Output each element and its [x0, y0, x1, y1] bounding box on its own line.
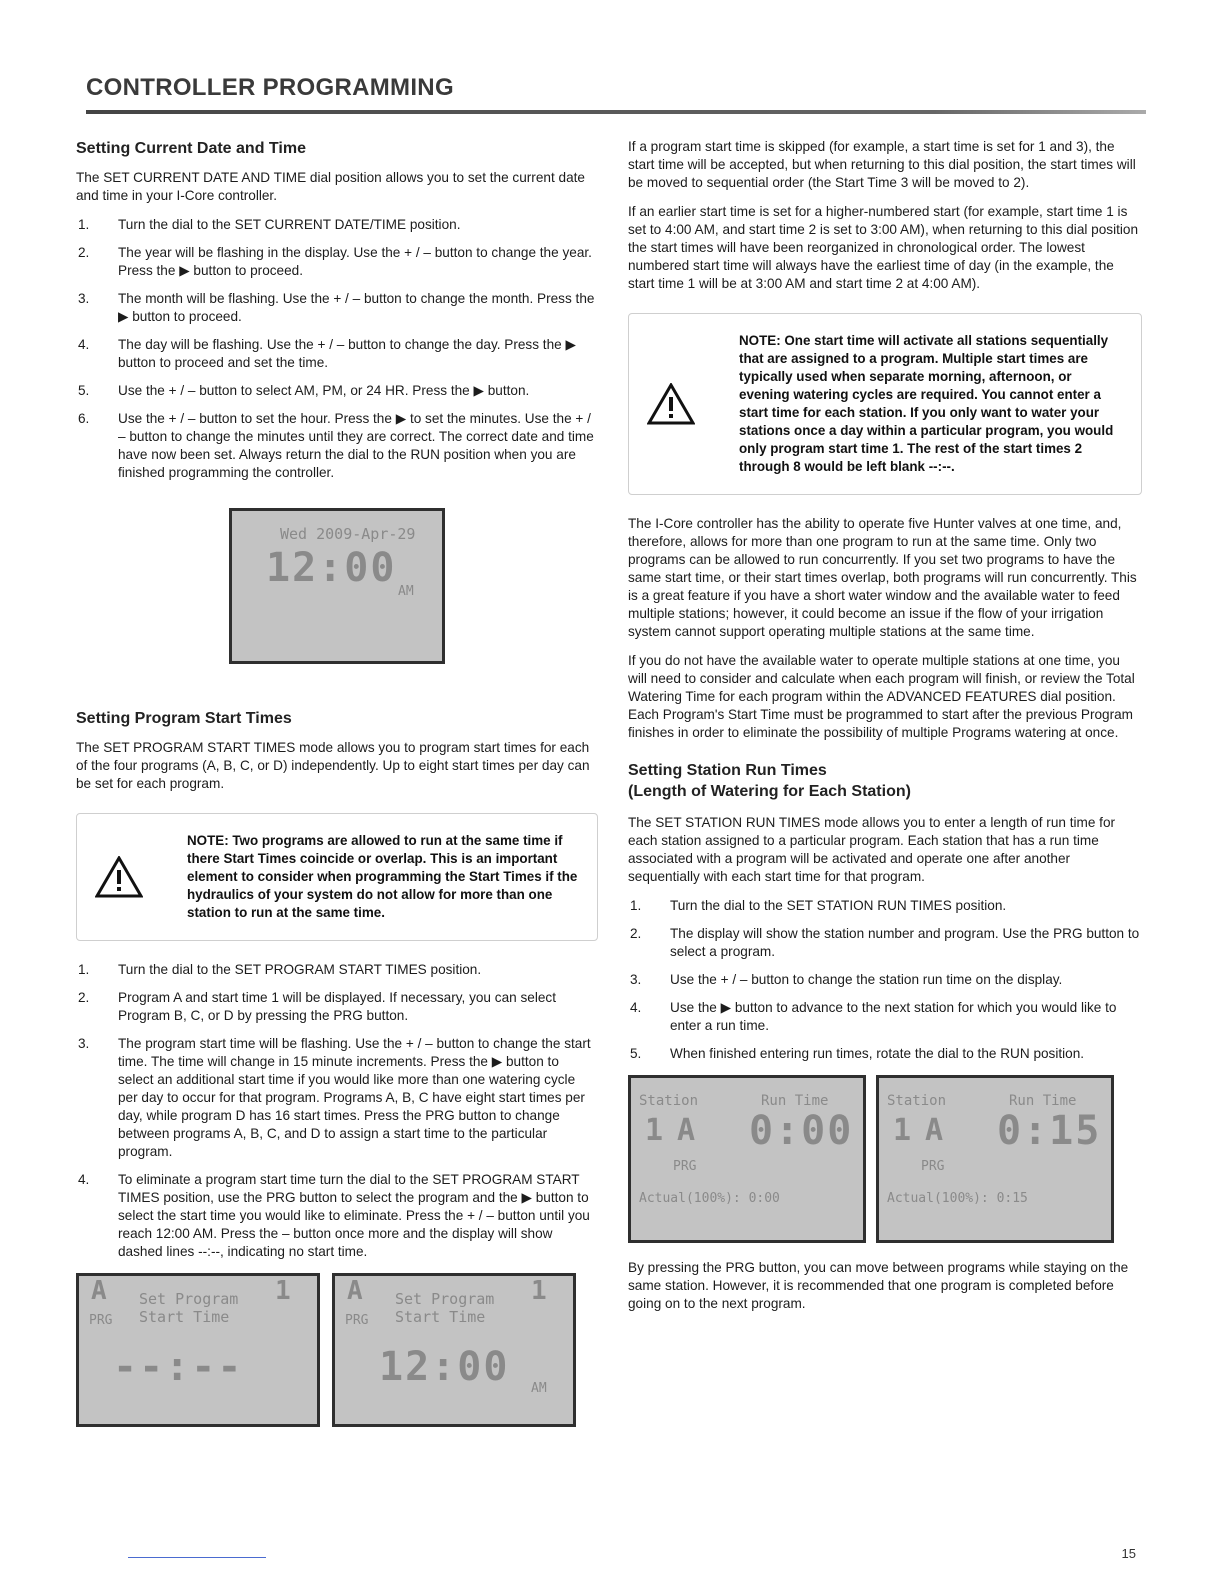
note-text: NOTE: One start time will activate all stations sequentially that are assigned to a program. Multiple start times are typically used when separate morning, afternoon, or evening watering cycles are required. You cannot enter a start time for each station. If you only want to water your stations once a day within a particular program, you would only program start time 1. The rest of the start times 2 through 8 would be left blank --:--. [739, 333, 1114, 474]
list-item: 5. When finished entering run times, rotate the dial to the RUN position. [630, 1046, 1085, 1061]
lcd-line2: Start Time [395, 1308, 486, 1326]
title-divider [86, 110, 1146, 114]
page-number: 15 [1121, 1546, 1136, 1561]
lcd-prg: PRG [673, 1159, 697, 1174]
run-time-lcd-set [876, 1075, 1114, 1243]
date-steps-list [76, 216, 598, 482]
lcd-date: Wed 2009-Apr-29 [280, 525, 416, 543]
paragraph-skipped-start: If a program start time is skipped (for example, a start time is set for 1 and 3), the start time will be accepted, but when returning to this dial position, the start times will be moved to sequential order (the Start Time 3 will be moved to 2). [628, 139, 1136, 190]
run-section-intro: The SET STATION RUN TIMES mode allows you to enter a length of run time for each station assigned to a particular program. Each station that has a run time associated with a program will be activated and operate one after another sequentially with each start time for that program. [628, 815, 1116, 884]
lcd-value: 12:00 [379, 1344, 510, 1390]
lcd-ampm: AM [531, 1381, 547, 1396]
right-column [628, 138, 1142, 1324]
lcd-value: --:-- [113, 1344, 244, 1390]
paragraph-closing: By pressing the PRG button, you can move between programs while staying on the same station. However, it is recommended that one program is completed before going on to the next program. [628, 1260, 1129, 1311]
left-column [76, 138, 598, 1427]
lcd-index: 1 [531, 1276, 549, 1306]
list-item: 1. Turn the dial to the SET PROGRAM START TIMES position. [78, 962, 482, 977]
list-item: 6. Use the + / – button to set the hour. Press the ▶ to set the minutes. Use the + / – button to change the minutes until they are correct. The correct date and time have now been set. Always return the dial to the RUN position when you are finished programming the controller. [78, 411, 594, 480]
lcd-station-label: Station [887, 1093, 947, 1109]
list-item: 3. The program start time will be flashing. Use the + / – button to change the start time. The time will change in 15 minute increments. Press the ▶ button to select an additional start time if you would like more than one watering cycle per day to occur for that program. Programs A, B, C have eight start times per day, while program D has 16 start times. Press the PRG button to change between programs A, B, C, and D to assign a start time to the particular program. [78, 1036, 591, 1159]
list-item: 1. Turn the dial to the SET CURRENT DATE/TIME position. [78, 217, 461, 232]
lcd-program: A [91, 1276, 109, 1306]
lcd-time: 12:00 [266, 545, 397, 591]
start-steps-list [76, 961, 598, 1261]
list-item: 1. Turn the dial to the SET STATION RUN TIMES position. [630, 898, 1007, 913]
start-time-lcd-set [332, 1273, 576, 1427]
list-item: 4. To eliminate a program start time turn the dial to the SET PROGRAM START TIMES position, use the PRG button to select the program and the ▶ button to select the start time you would like to eliminate. Press the + / – button until you reach 12:00 AM. Press the – button once more and the display will show dashed lines --:--, indicating no start time. [78, 1172, 590, 1259]
list-item: 3. Use the + / – button to change the station run time on the display. [630, 972, 1063, 987]
lcd-line2: Start Time [139, 1308, 230, 1326]
list-item: 4. Use the ▶ button to advance to the next station for which you would like to enter a run time. [630, 1000, 1117, 1033]
date-section-intro: The SET CURRENT DATE AND TIME dial position allows you to set the current date and time in your I-Core controller. [76, 170, 585, 203]
footer-divider [128, 1557, 266, 1558]
lcd-runtime-label: Run Time [1009, 1093, 1077, 1109]
list-item: 5. Use the + / – button to select AM, PM, or 24 HR. Press the ▶ button. [78, 383, 530, 398]
lcd-ampm: AM [398, 584, 414, 599]
lcd-station-label: Station [639, 1093, 699, 1109]
paragraph-reorder-start: If an earlier start time is set for a higher-numbered start (for example, start time 1 is set to 4:00 AM, and start time 2 is set to 3:00 AM), when returning to this dial position the start times will have been reorganized in chronological order. The lowest numbered start time will always have the earliest time of day (in the example, the start time 1 will be at 3:00 AM and start time 2 at 4:00 AM). [628, 204, 1139, 291]
run-time-lcd-zero [628, 1075, 866, 1243]
date-time-lcd-display [229, 508, 445, 664]
run-time-lcd-pair [628, 1075, 1142, 1243]
start-section-intro: The SET PROGRAM START TIMES mode allows you to program start times for each of the four programs (A, B, C, or D) independently. Up to eight start times per day can be set for each program. [76, 740, 590, 791]
note-text: NOTE: Two programs are allowed to run at the same time if there Start Times coincide or overlap. This is an important element to consider when programming the Start Times if the hydraulics of your system do not allow for more than one station to run at the same time. [187, 833, 578, 920]
list-item: 4. The day will be flashing. Use the + / – button to change the day. Press the ▶ button to proceed and set the time. [78, 337, 576, 370]
start-section-heading: Setting Program Start Times [76, 710, 292, 727]
list-item: 3. The month will be flashing. Use the + / – button to change the month. Press the ▶ button to proceed. [78, 291, 595, 324]
start-time-lcd-blank [76, 1273, 320, 1427]
lcd-runtime-label: Run Time [761, 1093, 829, 1109]
paragraph-available-water: If you do not have the available water to operate multiple stations at one time, you will need to consider and calculate when each program will finish, or review the Total Watering Time for each program within the ADVANCED FEATURES dial position. Each Program's Start Time must be programmed to start after the previous Program finishes in order to eliminate the possibility of multiple Programs watering at once. [628, 653, 1135, 740]
note-box-left [76, 813, 598, 941]
lcd-program: A [925, 1113, 946, 1148]
list-item: 2. Program A and start time 1 will be displayed. If necessary, you can select Program B, C, or D by pressing the PRG button. [78, 990, 556, 1023]
list-item: 2. The year will be flashing in the display. Use the + / – button to change the year. Press the ▶ button to proceed. [78, 245, 592, 278]
start-time-lcd-pair [76, 1273, 598, 1427]
lcd-prg: PRG [89, 1313, 113, 1328]
lcd-station-number: 1 [645, 1113, 666, 1148]
run-section-heading: Setting Station Run Times (Length of Watering for Each Station) [628, 762, 911, 800]
warning-icon [647, 383, 695, 425]
note-box-right [628, 313, 1142, 495]
lcd-run-value: 0:00 [749, 1108, 854, 1154]
lcd-prg: PRG [921, 1159, 945, 1174]
page-title: CONTROLLER PROGRAMMING [86, 74, 454, 101]
paragraph-concurrent-programs: The I-Core controller has the ability to operate five Hunter valves at one time, and, therefore, allows for more than one program to run at the same time. Only two programs can be allowed to run concurrently. If you set two programs to have the same start time, or their start times overlap, both programs will run concurrently. This is a great feature if you have a short water window and the available water to feed multiple stations; however, it could become an issue if the flow of your irrigation system cannot support operating multiple stations at the same time. [628, 516, 1137, 639]
run-steps-list [628, 897, 1142, 1063]
list-item: 2. The display will show the station number and program. Use the PRG button to select a program. [630, 926, 1140, 959]
lcd-line1: Set Program [139, 1290, 239, 1308]
lcd-index: 1 [275, 1276, 293, 1306]
lcd-actual: Actual(100%): 0:00 [639, 1191, 780, 1206]
lcd-program: A [347, 1276, 365, 1306]
date-section-heading: Setting Current Date and Time [76, 140, 306, 157]
lcd-run-value: 0:15 [997, 1108, 1102, 1154]
lcd-station-number: 1 [893, 1113, 914, 1148]
lcd-line1: Set Program [395, 1290, 495, 1308]
lcd-prg: PRG [345, 1313, 369, 1328]
warning-icon [95, 856, 143, 898]
lcd-program: A [677, 1113, 698, 1148]
lcd-actual: Actual(100%): 0:15 [887, 1191, 1028, 1206]
